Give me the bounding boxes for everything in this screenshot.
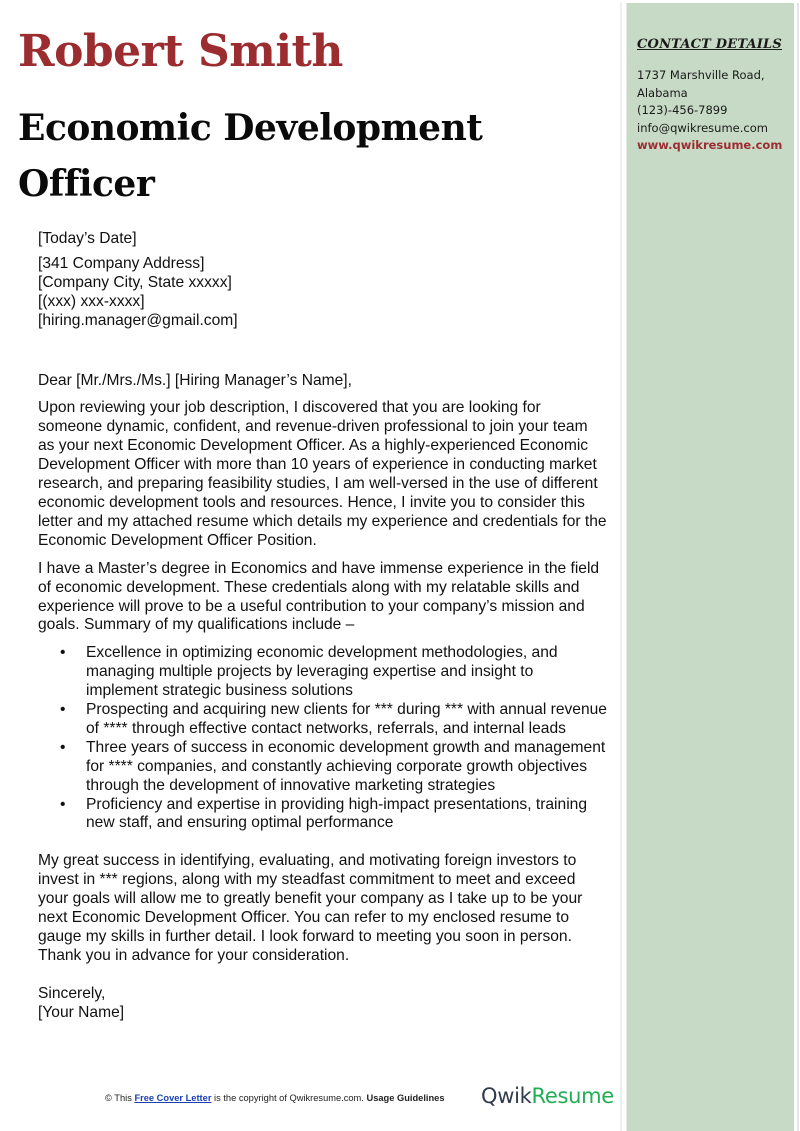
- closing: Sincerely,: [38, 984, 106, 1002]
- contact-email[interactable]: info@qwikresume.com: [637, 120, 768, 135]
- letter-body: [38, 230, 608, 1023]
- bullet-icon: •: [60, 644, 66, 662]
- sidebar-border-left: [620, 3, 622, 1131]
- contact-details-heading: CONTACT DETAILS: [637, 37, 782, 52]
- applicant-name: Robert Smith: [18, 26, 343, 77]
- recipient-phone: [(xxx) xxx-xxxx]: [38, 292, 145, 310]
- contact-address-line2: Alabama: [637, 85, 688, 100]
- paragraph-credentials: I have a Master’s degree in Economics and have immense experience in the field of economic development. These credentials along with my relatable skills and experience will prove to be a useful contribution to your company’s mission and goals. Summary of my qualifications include –: [38, 559, 600, 634]
- qualifications-list: [38, 644, 608, 833]
- sidebar-border-right: [797, 3, 799, 1131]
- usage-guidelines-link[interactable]: Usage Guidelines: [366, 1093, 445, 1103]
- qwikresume-logo[interactable]: QwikResume: [481, 1084, 614, 1108]
- contact-address-line1: 1737 Marshville Road,: [637, 68, 765, 82]
- qualification-item: • Prospecting and acquiring new clients for *** during *** with annual revenue of **** through effective contact networks, referrals, and internal leads: [60, 701, 607, 737]
- job-title: Economic Development Officer: [18, 107, 483, 205]
- recipient-email: [hiring.manager@gmail.com]: [38, 311, 238, 329]
- paragraph-closing: My great success in identifying, evaluating, and motivating foreign investors to invest in *** regions, along with my steadfast commitment to meet and exceed your goals will allow me to greatly benefit your company as I take up to be your next Economic Development Officer. You can refer to my enclosed resume to gauge my skills in further detail. I look forward to meeting you soon in person. Thank you in advance for your consideration.: [38, 852, 583, 964]
- bullet-icon: •: [60, 701, 66, 719]
- bullet-icon: •: [60, 795, 66, 813]
- paragraph-intro: Upon reviewing your job description, I discovered that you are looking for someone dynamic, confident, and revenue-driven professional to join your team as your next Economic Development Officer. As a highly-experienced Economic Development Officer with more than 10 years of experience in conducting market research, and preparing feasibility studies, I am well-versed in the use of different economic development tools and resources. Hence, I invite you to consider this letter and my attached resume which details my experience and credentials for the Economic Development Officer Position.: [38, 399, 607, 549]
- qualification-item: • Excellence in optimizing economic development methodologies, and managing multiple projects by leveraging expertise and insight to implement strategic business solutions: [60, 644, 558, 700]
- letter-date: [Today’s Date]: [38, 230, 137, 247]
- recipient-address: [341 Company Address]: [38, 254, 205, 272]
- contact-phone: (123)-456-7899: [637, 103, 728, 117]
- contact-website[interactable]: www.qwikresume.com: [637, 138, 783, 152]
- free-cover-letter-link[interactable]: Free Cover Letter: [134, 1093, 212, 1103]
- bullet-icon: •: [60, 738, 66, 756]
- recipient-city-state: [Company City, State xxxxx]: [38, 273, 232, 291]
- copyright-footer: © This Free Cover Letter is the copyright of Qwikresume.com. Usage Guidelines: [105, 1093, 445, 1103]
- signature: [Your Name]: [38, 1003, 125, 1021]
- qualification-item: • Three years of success in economic development growth and management for **** companies, and constantly achieving corporate growth objectives through the development of innovative marketing strategies: [60, 738, 606, 794]
- contact-sidebar: [626, 3, 794, 1131]
- copyright-icon: ©: [105, 1093, 112, 1103]
- salutation: Dear [Mr./Mrs./Ms.] [Hiring Manager’s Name],: [38, 371, 352, 389]
- contact-details: [637, 67, 782, 155]
- qualification-item: • Proficiency and expertise in providing high-impact presentations, training new staff, and ensuring optimal performance: [60, 795, 588, 832]
